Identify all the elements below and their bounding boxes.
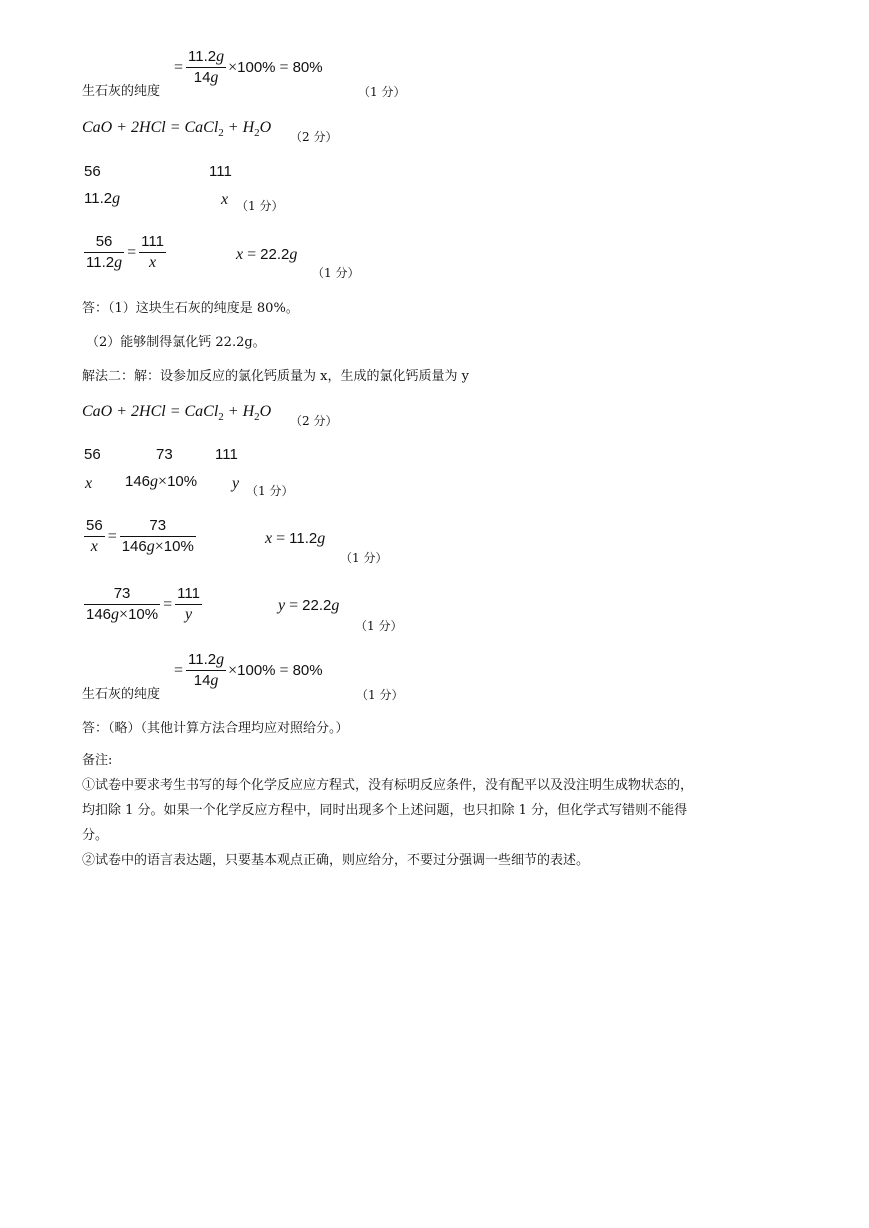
times-sign: ×: [228, 58, 238, 76]
remark-2: ②试卷中的语言表达题，只要基本观点正确，则应给分，不要过分强调一些细节的表述。: [82, 853, 590, 868]
equals-sign: =: [107, 527, 117, 545]
remark-1-line-1: ①试卷中要求考生书写的每个化学反应应方程式，没有标明反应条件，没有配平以及没注明生成物状态的，: [82, 778, 694, 793]
fraction: $\frac{56}{11.2g}$: [86, 233, 123, 271]
solution-3: y = 22.2g: [278, 597, 340, 614]
score: （2 分）: [290, 414, 338, 428]
numerator: 11.2: [188, 48, 217, 65]
fraction: $\frac{73}{146g\times 10\%}$: [86, 585, 159, 623]
unknown-y: y: [232, 475, 240, 492]
score: （2 分）: [290, 130, 338, 144]
remark-1-line-2: 均扣除 1 分。如果一个化学反应方程中，同时出现多个上述问题，也只扣除 1 分，但化学式写错则不能得: [82, 803, 688, 818]
hcl-mass-expression: 146g×10%: [125, 473, 198, 490]
purity-label-2: 生石灰的纯度: [82, 687, 161, 702]
answer-2: 答：（略）（其他计算方法合理均应对照给分。）: [82, 721, 349, 736]
unknown-x: x: [221, 191, 229, 208]
remark-1-line-3: 分。: [82, 828, 109, 843]
unit-g: g: [210, 69, 219, 86]
solution-2: x = 11.2g: [265, 530, 326, 547]
chemical-equation-2: CaO + 2HCl = CaCl$_2$ + $H_2O$: [82, 403, 272, 424]
score: （1 分）: [246, 484, 294, 498]
unit-g: g: [216, 48, 225, 65]
purity-label-1: 生石灰的纯度: [82, 84, 161, 99]
molar-mass-cacl2: 111: [209, 163, 232, 180]
equals-sign: =: [279, 58, 289, 76]
molar-mass-cao: 56: [84, 446, 101, 463]
molar-mass-cao: 56: [84, 163, 101, 180]
score: （1 分）: [355, 619, 403, 633]
score: （1 分）: [358, 85, 406, 99]
subscript: 2: [218, 127, 224, 140]
denominator: 14: [193, 69, 211, 86]
equation-lhs: CaO + 2HCl = CaCl: [82, 119, 219, 136]
purity-formula-1: [174, 48, 323, 87]
chemical-equation-1: [82, 119, 271, 142]
answer-line-2: （2）能够制得氯化钙 22.2g。: [86, 335, 266, 350]
hundred-percent: 100%: [237, 58, 276, 76]
proportion-3: [84, 585, 202, 624]
score: （1 分）: [236, 199, 284, 213]
answer-line-1: 答：（1）这块生石灰的纯度是 80%。: [82, 301, 299, 316]
subscript: 2: [254, 127, 260, 140]
proportion-1: [84, 233, 166, 272]
molar-mass-cacl2: 111: [215, 446, 238, 463]
molar-mass-hcl: 73: [156, 446, 173, 463]
equation-plus-h: + H: [223, 119, 255, 136]
fraction: $\frac{111}{y}$: [177, 585, 200, 623]
solution-1: x = 22.2g: [236, 246, 298, 263]
equals-sign: =: [163, 595, 173, 613]
fraction: $\frac{111}{x}$: [141, 233, 164, 271]
fraction: $\frac{73}{146g\times 10\%}$: [121, 517, 194, 555]
score: （1 分）: [312, 266, 360, 280]
fraction: $\frac{56}{x}$: [86, 517, 103, 555]
unknown-x: x: [85, 475, 93, 492]
purity-result: 80%: [292, 58, 323, 76]
equals-sign: =: [174, 58, 184, 76]
score: （1 分）: [340, 551, 388, 565]
score: （1 分）: [356, 688, 404, 702]
purity-formula-2: = $\frac{11.2g}{14g}$ × 100% = 80%: [174, 651, 323, 689]
equation-o: O: [259, 119, 272, 136]
method-2-heading: 解法二：解：设参加反应的氯化钙质量为 x，生成的氯化钙质量为 y: [82, 369, 469, 384]
remarks-heading: 备注:: [82, 753, 113, 768]
given-mass: 11.2g: [84, 190, 121, 207]
purity-fraction: [186, 48, 226, 87]
purity-fraction: $\frac{11.2g}{14g}$: [188, 651, 225, 689]
proportion-2: [84, 517, 196, 556]
equals-sign: =: [127, 243, 137, 261]
